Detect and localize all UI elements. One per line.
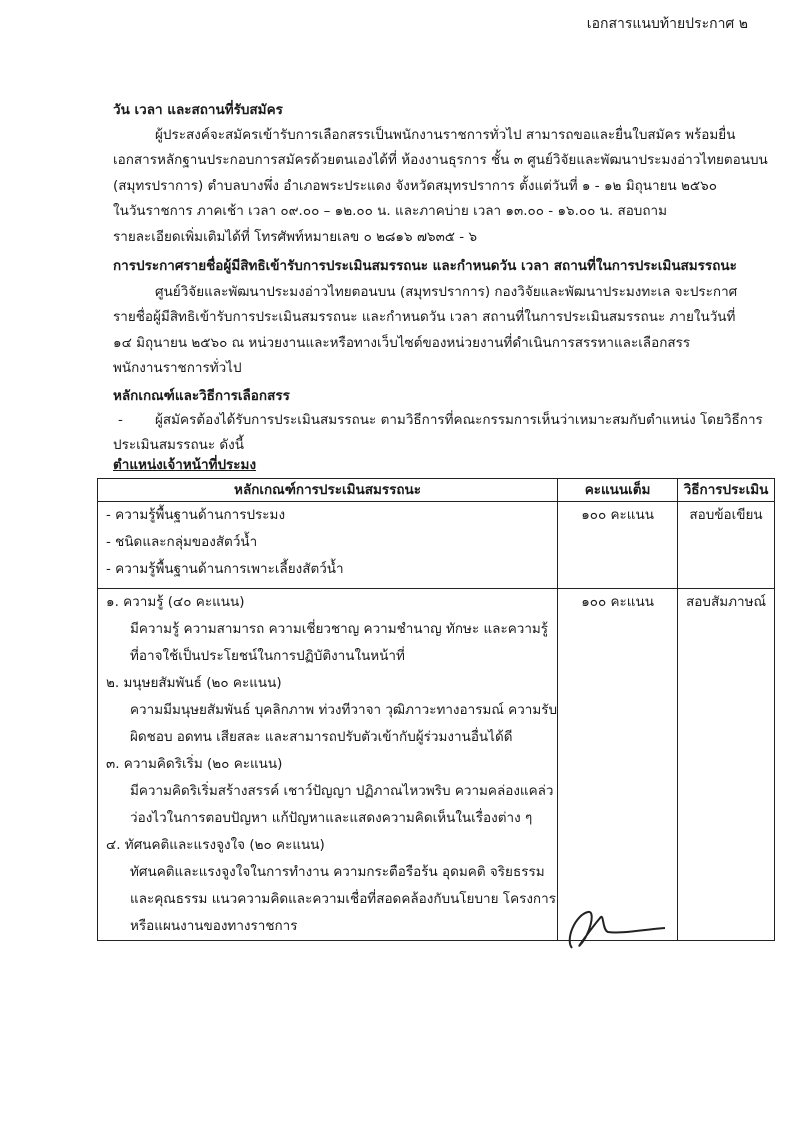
- criteria-table: [97, 478, 775, 941]
- criteria-line: - ความรู้พื้นฐานด้านการประมง: [106, 507, 286, 523]
- paragraph-line: รายละเอียดเพิ่มเติมได้ที่ โทรศัพท์หมายเลข ๐ ๒๘๑๖ ๗๖๓๕ - ๖: [113, 229, 478, 245]
- paragraph-line: ในวันราชการ ภาคเช้า เวลา ๐๙.๐๐ – ๑๒.๐๐ น. และภาคบ่าย เวลา ๑๓.๐๐ - ๑๖.๐๐ น. สอบถาม: [113, 203, 668, 219]
- method-cell: สอบข้อเขียน: [689, 507, 763, 523]
- paragraph-line: รายชื่อผู้มีสิทธิเข้ารับการประเมินสมรรถนะ และกำหนดวัน เวลา สถานที่ในการประเมินสมรรถนะ ภายในวันที่: [113, 309, 736, 325]
- header-score: คะแนนเต็ม: [558, 479, 678, 502]
- score-cell: ๑๐๐ คะแนน: [581, 507, 654, 523]
- criteria-line: มีความรู้ ความสามารถ ความเชี่ยวชาญ ความชำนาญ ทักษะ และความรู้: [130, 621, 549, 637]
- signature: [560, 900, 670, 955]
- criteria-line: - ชนิดและกลุ่มของสัตว์น้ำ: [106, 534, 258, 550]
- header-method: วิธีการประเมิน: [678, 479, 775, 502]
- criteria-line: ความมีมนุษยสัมพันธ์ บุคลิกภาพ ท่วงทีวาจา วุฒิภาวะทางอารมณ์ ความรับ: [130, 702, 558, 718]
- paragraph-line: (สมุทรปราการ) ตำบลบางพึ่ง อำเภอพระประแดง จังหวัดสมุทรปราการ ตั้งแต่วันที่ ๑ - ๑๒ มิถุนายน ๒๕๖๐: [113, 178, 717, 194]
- table-row: [98, 589, 775, 941]
- paragraph-line: พนักงานราชการทั่วไป: [113, 360, 242, 376]
- criteria-line: ผิดชอบ อดทน เสียสละ และสามารถปรับตัวเข้ากับผู้ร่วมงานอื่นได้ดี: [130, 729, 513, 745]
- section-title-application: วัน เวลา และสถานที่รับสมัคร: [113, 102, 283, 118]
- table-header-row: [98, 479, 775, 502]
- criteria-line: และคุณธรรม แนวความคิดและความเชื่อที่สอดคล้องกับนโยบาย โครงการ: [130, 891, 556, 907]
- criteria-line: ๑. ความรู้ (๔๐ คะแนน): [106, 594, 245, 610]
- table-row: [98, 502, 775, 589]
- paragraph-line: เอกสารหลักฐานประกอบการสมัครด้วยตนเองได้ที่ ห้องงานธุรการ ชั้น ๓ ศูนย์วิจัยและพัฒนาประมงอ่าวไทยตอนบน: [113, 152, 768, 168]
- criteria-line: ที่อาจใช้เป็นประโยชน์ในการปฏิบัติงานในหน้าที่: [130, 648, 405, 664]
- paragraph-line: ผู้ประสงค์จะสมัครเข้ารับการเลือกสรรเป็นพนักงานราชการทั่วไป สามารถขอและยื่นใบสมัคร พร้อมยื่น: [155, 127, 736, 143]
- criteria-line: ๒. มนุษยสัมพันธ์ (๒๐ คะแนน): [106, 675, 282, 691]
- criteria-line: - ความรู้พื้นฐานด้านการเพาะเลี้ยงสัตว์น้ำ: [106, 561, 344, 577]
- document-header: เอกสารแนบท้ายประกาศ ๒: [586, 16, 748, 32]
- paragraph-line: ประเมินสมรรถนะ ดังนี้: [113, 437, 244, 453]
- bullet: -: [118, 412, 123, 428]
- criteria-line: ๔. ทัศนคติและแรงจูงใจ (๒๐ คะแนน): [106, 837, 325, 853]
- criteria-cell: [98, 589, 558, 941]
- paragraph-line: ๑๔ มิถุนายน ๒๕๖๐ ณ หน่วยงานและหรือทางเว็บไซต์ของหน่วยงานที่ดำเนินการสรรหาและเลือกสรร: [113, 335, 691, 351]
- criteria-line: หรือแผนงานของทางราชการ: [130, 918, 298, 934]
- method-cell: สอบสัมภาษณ์: [686, 594, 767, 610]
- header-criteria: หลักเกณฑ์การประเมินสมรรถนะ: [98, 479, 558, 502]
- criteria-line: ๓. ความคิดริเริ่ม (๒๐ คะแนน): [106, 756, 283, 772]
- criteria-line: มีความคิดริเริ่มสร้างสรรค์ เชาว์ปัญญา ปฏิภาณไหวพริบ ความคล่องแคล่ว: [130, 783, 554, 799]
- section-title-criteria: หลักเกณฑ์และวิธีการเลือกสรร: [113, 388, 290, 404]
- paragraph-line: ศูนย์วิจัยและพัฒนาประมงอ่าวไทยตอนบน (สมุทรปราการ) กองวิจัยและพัฒนาประมงทะเล จะประกาศ: [155, 284, 738, 300]
- score-cell: ๑๐๐ คะแนน: [581, 594, 654, 610]
- criteria-line: ทัศนคติและแรงจูงใจในการทำงาน ความกระตือรือร้น อุดมคติ จริยธรรม: [130, 864, 545, 880]
- section-title-announcement: การประกาศรายชื่อผู้มีสิทธิเข้ารับการประเมินสมรรถนะ และกำหนดวัน เวลา สถานที่ในการประเมินสมรรถนะ: [113, 258, 737, 274]
- paragraph-line: ผู้สมัครต้องได้รับการประเมินสมรรถนะ ตามวิธีการที่คณะกรรมการเห็นว่าเหมาะสมกับตำแหน่ง โดยวิธีการ: [155, 412, 763, 428]
- criteria-cell: [98, 502, 558, 589]
- position-title: ตำแหน่งเจ้าหน้าที่ประมง: [113, 457, 257, 473]
- criteria-line: ว่องไวในการตอบปัญหา แก้ปัญหาและแสดงความคิดเห็นในเรื่องต่าง ๆ: [130, 810, 533, 826]
